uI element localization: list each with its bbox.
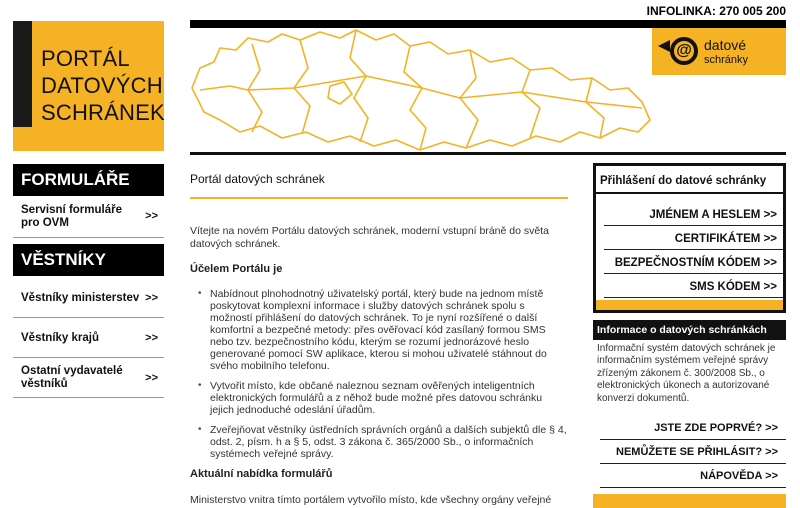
purpose-heading: Účelem Portálu je [190,263,283,275]
info-heading: Informace o datových schránkách [593,320,786,340]
nav-item-ostatni-vydavatele[interactable] [13,358,164,398]
ds-logo-line2: schránky [704,54,749,66]
nav-arrow: >> [145,292,158,304]
nav-item-vestniky-ministerstev[interactable] [13,278,164,318]
intro-paragraph: Vítejte na novém Portálu datových schránek, moderní vstupní bráně do světa datových schránek. [190,225,549,250]
datove-schranky-logo[interactable] [652,28,786,75]
nav-arrow: >> [145,332,158,344]
nav-item-label: Věstníky ministerstev [21,292,140,304]
offer-heading: Aktuální nabídka formulářů [190,468,333,480]
logo-line-1: PORTÁL [41,46,130,71]
login-sms-code-link[interactable]: SMS KÓDEM >> [604,274,783,298]
nav-item-servisni-formulare[interactable] [13,198,164,238]
login-certificate-link[interactable]: CERTIFIKÁTEM >> [604,226,783,250]
login-security-code-link[interactable]: BEZPEČNOSTNÍM KÓDEM >> [604,250,783,274]
cannot-login-link[interactable]: NEMŮŽETE SE PŘIHLÁSIT? >> [600,442,786,464]
right-footer-bar [593,494,786,508]
first-time-link[interactable]: JSTE ZDE POPRVÉ? >> [600,418,786,440]
header-stripe [190,20,786,28]
login-name-password-link[interactable]: JMÉNEM A HESLEM >> [604,202,783,226]
help-link[interactable]: NÁPOVĚDA >> [600,466,786,488]
login-panel [593,163,786,313]
list-item: • Zveřejňovat věstníky ústředních správních orgánů a dalších subjektů dle § 4, odst. 2, písm. h a § 5, odst. 3 zákona č. 365/2000 Sb., o informačních systémech veřejné správy. [190,424,568,460]
info-text: Informační systém datových schránek je informačním systémem veřejné správy zřízeným zákonem č. 300/2008 Sb., o elektronických úkonech a autorizované konverzi dokumentů. [597,343,776,404]
portal-logo[interactable] [13,21,164,151]
tail-paragraph: Ministerstvo vnitra tímto portálem vytvořilo místo, kde všechny orgány veřejné [190,494,552,506]
logo-line-2: DATOVÝCH [41,73,163,98]
post-horn-icon [658,40,670,52]
login-footer-bar [596,300,783,310]
nav-arrow: >> [145,210,158,222]
header-bottom-rule [190,152,786,155]
main-content [190,172,568,506]
page-title: Portál datových schránek [190,172,568,199]
nav-item-vestniky-kraju[interactable] [13,318,164,358]
login-title: Přihlášení do datové schránky [596,166,783,194]
purpose-list [190,288,568,460]
logo-line-3: SCHRÁNEK [41,100,165,125]
nav-item-label: Ostatní vydavatelé věstníků [21,365,123,390]
infolinka-phone: INFOLINKA: 270 005 200 [646,4,786,18]
nav-vestniky-heading[interactable]: VĚSTNÍKY [13,244,164,276]
czech-map-icon [190,28,654,152]
nav-formulare-heading[interactable]: FORMULÁŘE [13,164,164,196]
nav-item-label: Servisní formuláře pro OVM [21,204,122,229]
list-item: • Vytvořit místo, kde občané naleznou seznam ověřených inteligentních elektronických formulářů a z něhož bude možné přes datovou schránku jejich jednoduché odeslání úřadům. [190,380,568,416]
nav-arrow: >> [145,372,158,384]
ds-logo-line1: datové [704,37,747,53]
list-item: • Nabídnout plnohodnotný uživatelský portál, který bude na jednom místě poskytovat komplexní informace i služby datových schránek spolu s možností přihlášení do datových schránek. To je nyní rozšířené o další komfortní a bezpečné metody: přes ověřovací kód zasílaný formou SMS nebo tzv. bezpečnostního kódu, kterým se rozumí jednorázové heslo generované pomocí SW aplikace, kterou si mohou uživatelé stáhnout do svého mobilního telefonu. [190,288,568,372]
logo-black-bar [13,21,32,127]
nav-item-label: Věstníky krajů [21,332,99,344]
logo-text [41,45,165,126]
at-sign-icon: @ [670,37,698,65]
